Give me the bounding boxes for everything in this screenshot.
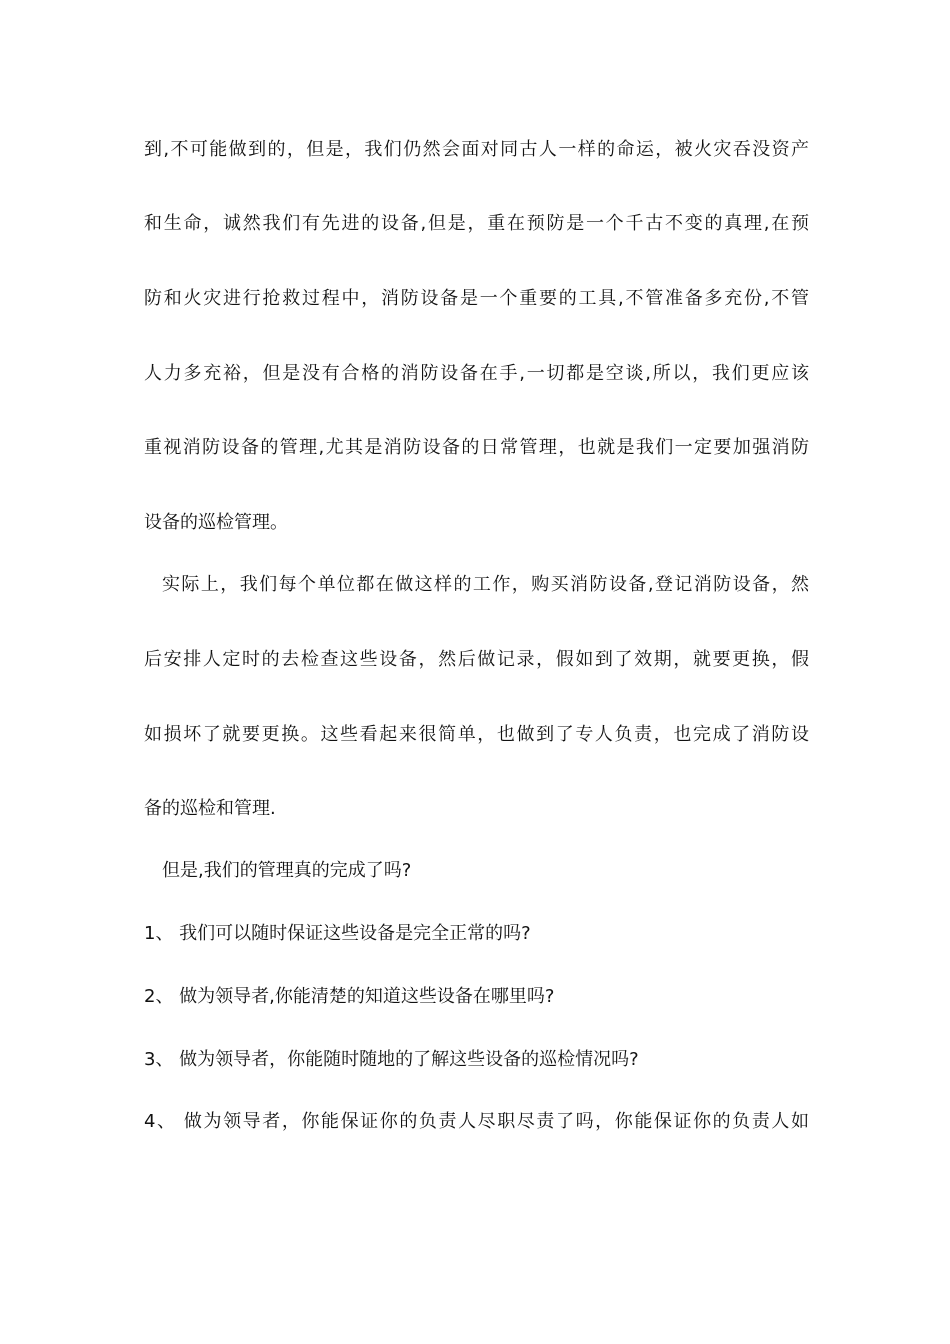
paragraph-1-line-1: 到,不可能做到的，但是，我们仍然会面对同古人一样的命运，被火灾吞没资产 (144, 139, 809, 160)
paragraph-1-line-3: 防和火灾进行抢救过程中，消防设备是一个重要的工具,不管准备多充份,不管 (144, 288, 809, 309)
paragraph-1-line-5: 重视消防设备的管理,尤其是消防设备的日常管理，也就是我们一定要加强消防 (144, 437, 809, 458)
question-item-1: 1、 我们可以随时保证这些设备是完全正常的吗? (144, 923, 531, 944)
question-intro: 但是,我们的管理真的完成了吗? (162, 860, 412, 881)
paragraph-2-line-3: 如损坏了就要更换。这些看起来很简单，也做到了专人负责，也完成了消防设 (144, 724, 809, 745)
paragraph-2-line-1: 实际上，我们每个单位都在做这样的工作，购买消防设备,登记消防设备，然 (162, 574, 809, 595)
question-item-2: 2、 做为领导者,你能清楚的知道这些设备在哪里吗? (144, 986, 555, 1007)
paragraph-1-line-2: 和生命，诚然我们有先进的设备,但是，重在预防是一个千古不变的真理,在预 (144, 213, 809, 234)
paragraph-2-line-4: 备的巡检和管理. (144, 798, 276, 819)
question-item-3: 3、 做为领导者，你能随时随地的了解这些设备的巡检情况吗? (144, 1049, 639, 1070)
question-item-4: 4、 做为领导者，你能保证你的负责人尽职尽责了吗，你能保证你的负责人如 (144, 1111, 809, 1132)
paragraph-1-line-6: 设备的巡检管理。 (144, 512, 288, 533)
paragraph-2-line-2: 后安排人定时的去检查这些设备，然后做记录，假如到了效期，就要更换，假 (144, 649, 809, 670)
paragraph-1-line-4: 人力多充裕，但是没有合格的消防设备在手,一切都是空谈,所以，我们更应该 (144, 363, 809, 384)
